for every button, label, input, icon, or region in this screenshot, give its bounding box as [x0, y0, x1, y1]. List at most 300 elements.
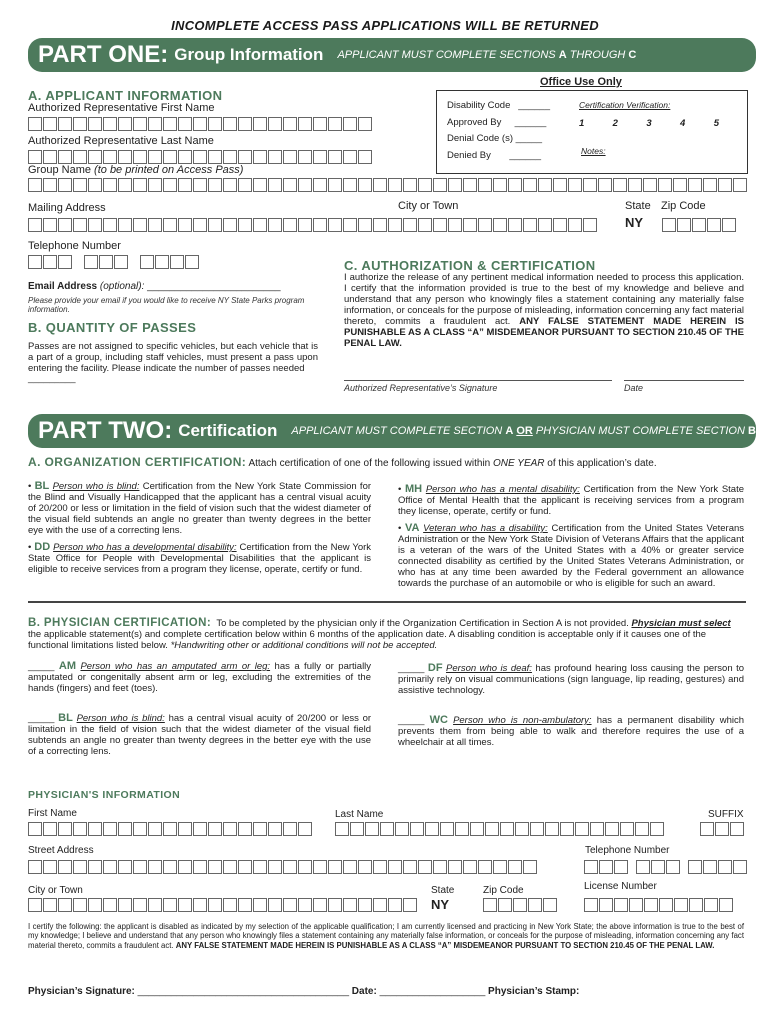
char-box[interactable] [568, 178, 582, 192]
char-box[interactable] [463, 860, 477, 874]
char-box[interactable] [298, 860, 312, 874]
char-box[interactable] [523, 860, 537, 874]
char-box[interactable] [448, 218, 462, 232]
char-box[interactable] [298, 150, 312, 164]
char-box[interactable] [193, 218, 207, 232]
char-box[interactable] [433, 860, 447, 874]
char-box[interactable] [148, 860, 162, 874]
char-box[interactable] [722, 218, 736, 232]
char-box[interactable] [674, 898, 688, 912]
char-box[interactable] [103, 822, 117, 836]
char-box[interactable] [163, 117, 177, 131]
char-box[interactable] [43, 218, 57, 232]
char-box[interactable] [643, 178, 657, 192]
char-box[interactable] [613, 178, 627, 192]
char-box[interactable] [703, 178, 717, 192]
char-box[interactable] [163, 822, 177, 836]
char-box[interactable] [513, 898, 527, 912]
char-box[interactable] [493, 178, 507, 192]
char-box[interactable] [208, 860, 222, 874]
char-box[interactable] [163, 898, 177, 912]
char-box[interactable] [358, 117, 372, 131]
char-box[interactable] [88, 218, 102, 232]
char-box[interactable] [650, 822, 664, 836]
char-box[interactable] [658, 178, 672, 192]
char-box[interactable] [598, 178, 612, 192]
char-box[interactable] [463, 218, 477, 232]
char-box[interactable] [358, 898, 372, 912]
char-box[interactable] [470, 822, 484, 836]
char-box[interactable] [193, 898, 207, 912]
char-box[interactable] [584, 860, 598, 874]
char-box[interactable] [253, 822, 267, 836]
rep-signature-line[interactable] [344, 380, 612, 381]
char-box[interactable] [715, 822, 729, 836]
char-box[interactable] [733, 178, 747, 192]
char-box[interactable] [133, 822, 147, 836]
char-box[interactable] [343, 150, 357, 164]
char-box[interactable] [343, 218, 357, 232]
char-box[interactable] [666, 860, 680, 874]
char-box[interactable] [118, 150, 132, 164]
char-box[interactable] [543, 898, 557, 912]
char-box[interactable] [704, 898, 718, 912]
char-box[interactable] [651, 860, 665, 874]
char-box[interactable] [193, 860, 207, 874]
char-box[interactable] [88, 860, 102, 874]
char-box[interactable] [28, 218, 42, 232]
char-box[interactable] [238, 117, 252, 131]
char-box[interactable] [238, 218, 252, 232]
char-box[interactable] [313, 218, 327, 232]
char-box[interactable] [238, 178, 252, 192]
char-box[interactable] [88, 822, 102, 836]
phys-zip-boxes[interactable] [483, 898, 558, 912]
char-box[interactable] [380, 822, 394, 836]
char-box[interactable] [118, 860, 132, 874]
char-box[interactable] [99, 255, 113, 269]
phys-phone-line-boxes[interactable] [688, 860, 748, 874]
char-box[interactable] [388, 898, 402, 912]
char-box[interactable] [448, 860, 462, 874]
char-box[interactable] [528, 898, 542, 912]
char-box[interactable] [628, 178, 642, 192]
char-box[interactable] [343, 860, 357, 874]
char-box[interactable] [730, 822, 744, 836]
char-box[interactable] [614, 898, 628, 912]
char-box[interactable] [253, 117, 267, 131]
phys-city-boxes[interactable] [28, 898, 418, 912]
char-box[interactable] [103, 117, 117, 131]
char-box[interactable] [163, 178, 177, 192]
passes-blank[interactable]: _________ [28, 373, 76, 384]
char-box[interactable] [433, 178, 447, 192]
char-box[interactable] [599, 860, 613, 874]
char-box[interactable] [485, 822, 499, 836]
char-box[interactable] [103, 178, 117, 192]
char-box[interactable] [298, 178, 312, 192]
char-box[interactable] [118, 218, 132, 232]
char-box[interactable] [343, 898, 357, 912]
char-box[interactable] [328, 117, 342, 131]
char-box[interactable] [73, 178, 87, 192]
char-box[interactable] [493, 218, 507, 232]
char-box[interactable] [223, 117, 237, 131]
char-box[interactable] [523, 218, 537, 232]
char-box[interactable] [43, 255, 57, 269]
last-name-boxes[interactable] [28, 150, 373, 164]
char-box[interactable] [677, 218, 691, 232]
char-box[interactable] [418, 178, 432, 192]
char-box[interactable] [688, 860, 702, 874]
rep-date-line[interactable] [624, 380, 744, 381]
char-box[interactable] [178, 898, 192, 912]
char-box[interactable] [343, 178, 357, 192]
phys-license-boxes[interactable] [584, 898, 734, 912]
char-box[interactable] [118, 178, 132, 192]
char-box[interactable] [298, 218, 312, 232]
phys-item-wc[interactable]: _____ WC Person who is non-ambulatory: has a permanent disability which prevents them from being able to walk and therefore requires the use of a wheelchair at all times. [398, 714, 745, 748]
char-box[interactable] [365, 822, 379, 836]
char-box[interactable] [455, 822, 469, 836]
char-box[interactable] [114, 255, 128, 269]
char-box[interactable] [515, 822, 529, 836]
char-box[interactable] [283, 218, 297, 232]
phys-phone-prefix-boxes[interactable] [636, 860, 681, 874]
char-box[interactable] [43, 898, 57, 912]
char-box[interactable] [253, 150, 267, 164]
char-box[interactable] [388, 860, 402, 874]
char-box[interactable] [283, 178, 297, 192]
char-box[interactable] [268, 218, 282, 232]
char-box[interactable] [73, 898, 87, 912]
char-box[interactable] [84, 255, 98, 269]
char-box[interactable] [253, 898, 267, 912]
char-box[interactable] [73, 822, 87, 836]
char-box[interactable] [703, 860, 717, 874]
char-box[interactable] [508, 178, 522, 192]
char-box[interactable] [328, 218, 342, 232]
char-box[interactable] [28, 860, 42, 874]
char-box[interactable] [133, 178, 147, 192]
char-box[interactable] [193, 150, 207, 164]
char-box[interactable] [88, 178, 102, 192]
char-box[interactable] [560, 822, 574, 836]
char-box[interactable] [163, 860, 177, 874]
char-box[interactable] [170, 255, 184, 269]
char-box[interactable] [208, 898, 222, 912]
char-box[interactable] [343, 117, 357, 131]
phys-date-line[interactable]: ___________________ [379, 986, 486, 997]
char-box[interactable] [590, 822, 604, 836]
char-box[interactable] [498, 898, 512, 912]
char-box[interactable] [58, 255, 72, 269]
char-box[interactable] [328, 178, 342, 192]
char-box[interactable] [373, 898, 387, 912]
char-box[interactable] [140, 255, 154, 269]
char-box[interactable] [223, 218, 237, 232]
char-box[interactable] [238, 898, 252, 912]
char-box[interactable] [313, 150, 327, 164]
char-box[interactable] [478, 218, 492, 232]
char-box[interactable] [193, 822, 207, 836]
char-box[interactable] [298, 822, 312, 836]
char-box[interactable] [689, 898, 703, 912]
char-box[interactable] [208, 822, 222, 836]
char-box[interactable] [178, 150, 192, 164]
group-name-boxes[interactable] [28, 178, 748, 192]
char-box[interactable] [283, 117, 297, 131]
char-box[interactable] [358, 218, 372, 232]
char-box[interactable] [403, 898, 417, 912]
char-box[interactable] [553, 178, 567, 192]
char-box[interactable] [733, 860, 747, 874]
char-box[interactable] [313, 860, 327, 874]
char-box[interactable] [403, 178, 417, 192]
char-box[interactable] [583, 218, 597, 232]
char-box[interactable] [253, 218, 267, 232]
char-box[interactable] [178, 822, 192, 836]
char-box[interactable] [493, 860, 507, 874]
char-box[interactable] [530, 822, 544, 836]
char-box[interactable] [88, 898, 102, 912]
char-box[interactable] [636, 860, 650, 874]
char-box[interactable] [133, 218, 147, 232]
char-box[interactable] [133, 898, 147, 912]
char-box[interactable] [73, 218, 87, 232]
phone-line-boxes[interactable] [140, 255, 200, 269]
char-box[interactable] [283, 150, 297, 164]
char-box[interactable] [73, 150, 87, 164]
char-box[interactable] [483, 898, 497, 912]
char-box[interactable] [163, 150, 177, 164]
char-box[interactable] [223, 860, 237, 874]
char-box[interactable] [208, 150, 222, 164]
char-box[interactable] [253, 178, 267, 192]
char-box[interactable] [133, 860, 147, 874]
char-box[interactable] [133, 117, 147, 131]
phone-prefix-boxes[interactable] [84, 255, 129, 269]
char-box[interactable] [395, 822, 409, 836]
char-box[interactable] [358, 150, 372, 164]
phys-item-bl[interactable]: _____ BL Person who is blind: has a central visual acuity of 20/200 or less or limitation in the field of vision such that the widest diameter of the visual field subtends an angle no greater than twenty degrees in the better eye with the use of a correcting lens. [28, 712, 372, 757]
char-box[interactable] [373, 178, 387, 192]
first-name-boxes[interactable] [28, 117, 373, 131]
char-box[interactable] [283, 822, 297, 836]
phys-first-name-boxes[interactable] [28, 822, 313, 836]
phys-signature-line[interactable]: ______________________________________ [137, 986, 350, 997]
char-box[interactable] [500, 822, 514, 836]
char-box[interactable] [283, 898, 297, 912]
char-box[interactable] [673, 178, 687, 192]
char-box[interactable] [605, 822, 619, 836]
char-box[interactable] [58, 150, 72, 164]
char-box[interactable] [178, 117, 192, 131]
char-box[interactable] [283, 860, 297, 874]
char-box[interactable] [538, 178, 552, 192]
char-box[interactable] [662, 218, 676, 232]
char-box[interactable] [718, 178, 732, 192]
char-box[interactable] [719, 898, 733, 912]
char-box[interactable] [523, 178, 537, 192]
char-box[interactable] [418, 860, 432, 874]
char-box[interactable] [508, 860, 522, 874]
char-box[interactable] [133, 150, 147, 164]
char-box[interactable] [700, 822, 714, 836]
char-box[interactable] [73, 860, 87, 874]
char-box[interactable] [425, 822, 439, 836]
char-box[interactable] [629, 898, 643, 912]
char-box[interactable] [328, 150, 342, 164]
char-box[interactable] [448, 178, 462, 192]
char-box[interactable] [508, 218, 522, 232]
char-box[interactable] [118, 898, 132, 912]
char-box[interactable] [43, 822, 57, 836]
char-box[interactable] [43, 178, 57, 192]
char-box[interactable] [148, 898, 162, 912]
char-box[interactable] [103, 898, 117, 912]
char-box[interactable] [58, 117, 72, 131]
char-box[interactable] [584, 898, 598, 912]
char-box[interactable] [58, 218, 72, 232]
char-box[interactable] [148, 178, 162, 192]
char-box[interactable] [103, 860, 117, 874]
char-box[interactable] [599, 898, 613, 912]
char-box[interactable] [178, 860, 192, 874]
char-box[interactable] [350, 822, 364, 836]
char-box[interactable] [58, 822, 72, 836]
char-box[interactable] [43, 117, 57, 131]
char-box[interactable] [388, 178, 402, 192]
char-box[interactable] [148, 822, 162, 836]
phys-phone-area-boxes[interactable] [584, 860, 629, 874]
char-box[interactable] [358, 178, 372, 192]
char-box[interactable] [388, 218, 402, 232]
char-box[interactable] [223, 178, 237, 192]
char-box[interactable] [223, 150, 237, 164]
char-box[interactable] [478, 178, 492, 192]
char-box[interactable] [73, 117, 87, 131]
char-box[interactable] [208, 178, 222, 192]
char-box[interactable] [28, 117, 42, 131]
char-box[interactable] [313, 178, 327, 192]
char-box[interactable] [58, 860, 72, 874]
char-box[interactable] [238, 150, 252, 164]
char-box[interactable] [614, 860, 628, 874]
char-box[interactable] [155, 255, 169, 269]
char-box[interactable] [433, 218, 447, 232]
char-box[interactable] [43, 860, 57, 874]
char-box[interactable] [313, 117, 327, 131]
char-box[interactable] [403, 860, 417, 874]
char-box[interactable] [583, 178, 597, 192]
char-box[interactable] [238, 822, 252, 836]
char-box[interactable] [328, 898, 342, 912]
char-box[interactable] [718, 860, 732, 874]
char-box[interactable] [118, 117, 132, 131]
char-box[interactable] [88, 150, 102, 164]
char-box[interactable] [268, 860, 282, 874]
char-box[interactable] [208, 117, 222, 131]
char-box[interactable] [28, 178, 42, 192]
char-box[interactable] [403, 218, 417, 232]
phys-last-name-boxes[interactable] [335, 822, 665, 836]
phys-street-boxes[interactable] [28, 860, 538, 874]
phys-suffix-boxes[interactable] [700, 822, 745, 836]
char-box[interactable] [463, 178, 477, 192]
char-box[interactable] [313, 898, 327, 912]
char-box[interactable] [28, 255, 42, 269]
char-box[interactable] [193, 117, 207, 131]
char-box[interactable] [707, 218, 721, 232]
char-box[interactable] [268, 150, 282, 164]
char-box[interactable] [28, 898, 42, 912]
char-box[interactable] [268, 898, 282, 912]
char-box[interactable] [118, 822, 132, 836]
char-box[interactable] [28, 150, 42, 164]
char-box[interactable] [692, 218, 706, 232]
char-box[interactable] [373, 860, 387, 874]
char-box[interactable] [268, 822, 282, 836]
char-box[interactable] [178, 218, 192, 232]
char-box[interactable] [358, 860, 372, 874]
char-box[interactable] [223, 898, 237, 912]
char-box[interactable] [328, 860, 342, 874]
zip-boxes[interactable] [662, 218, 737, 232]
char-box[interactable] [193, 178, 207, 192]
char-box[interactable] [103, 218, 117, 232]
phone-area-boxes[interactable] [28, 255, 73, 269]
char-box[interactable] [185, 255, 199, 269]
char-box[interactable] [88, 117, 102, 131]
char-box[interactable] [58, 178, 72, 192]
char-box[interactable] [418, 218, 432, 232]
char-box[interactable] [298, 898, 312, 912]
char-box[interactable] [644, 898, 658, 912]
char-box[interactable] [148, 117, 162, 131]
phys-item-df[interactable]: _____ DF Person who is deaf: has profound hearing loss causing the person to primarily rely on visual communications (sign language, lip reading, gestures) and assistive technology. [398, 662, 745, 696]
char-box[interactable] [545, 822, 559, 836]
char-box[interactable] [43, 150, 57, 164]
char-box[interactable] [163, 218, 177, 232]
char-box[interactable] [103, 150, 117, 164]
char-box[interactable] [58, 898, 72, 912]
char-box[interactable] [478, 860, 492, 874]
char-box[interactable] [253, 860, 267, 874]
char-box[interactable] [268, 178, 282, 192]
char-box[interactable] [553, 218, 567, 232]
char-box[interactable] [148, 150, 162, 164]
char-box[interactable] [440, 822, 454, 836]
char-box[interactable] [148, 218, 162, 232]
phys-item-am[interactable]: _____ AM Person who has an amputated arm or leg: has a fully or partially amputated or congenitally absent arm or leg, excluding the extremities of the hands (fingers) and feet (toes). [28, 660, 372, 694]
char-box[interactable] [538, 218, 552, 232]
char-box[interactable] [208, 218, 222, 232]
char-box[interactable] [238, 860, 252, 874]
char-box[interactable] [410, 822, 424, 836]
char-box[interactable] [575, 822, 589, 836]
char-box[interactable] [298, 117, 312, 131]
char-box[interactable] [635, 822, 649, 836]
char-box[interactable] [268, 117, 282, 131]
char-box[interactable] [335, 822, 349, 836]
char-box[interactable] [620, 822, 634, 836]
char-box[interactable] [373, 218, 387, 232]
char-box[interactable] [659, 898, 673, 912]
char-box[interactable] [568, 218, 582, 232]
char-box[interactable] [688, 178, 702, 192]
char-box[interactable] [223, 822, 237, 836]
